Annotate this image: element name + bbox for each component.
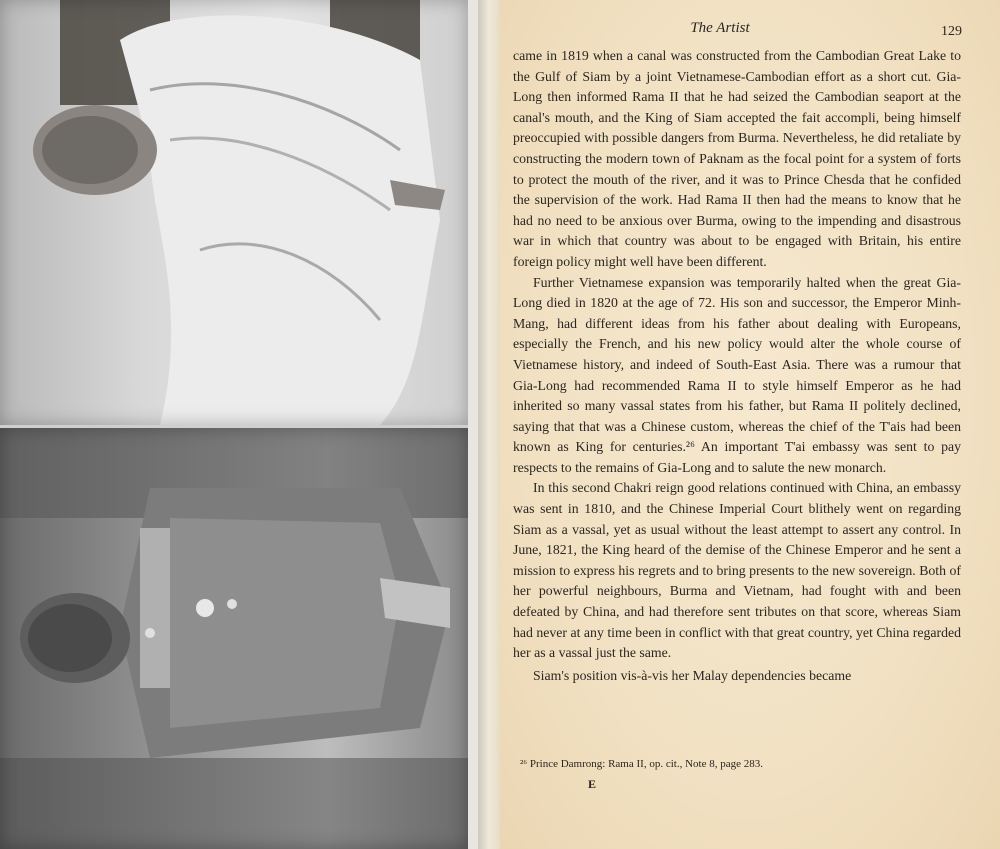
photo-plates-page bbox=[0, 0, 478, 849]
paragraph: Siam's position vis-à-vis her Malay dependencies became bbox=[533, 667, 852, 683]
paragraph: In this second Chakri reign good relations continued with China, an embassy was sent in 1810, and the Chinese Imperial Court blithely went on regarding Siam as a vassal, yet as usual without the least attempt to assert any control. In June, 1821, the King heard of the demise of the Chinese Emperor and he sent a mission to express his regrets and to bring presents to the new sovereign. Both of her powerful neighbours, Burma and Vietnam, had fought with and been defeated by China, and had therefore sent tributes on that score, whereas Siam had never at any time been in conflict with that great country, yet China regarded her as a vassal just the same. bbox=[513, 480, 961, 661]
signature-mark: E bbox=[588, 777, 597, 791]
plate-border-top bbox=[0, 0, 468, 425]
photo-plate-prince bbox=[0, 428, 468, 849]
photo-plate-patriarch bbox=[0, 0, 468, 425]
running-head: The Artist bbox=[690, 20, 750, 36]
paragraph: came in 1819 when a canal was constructed from the Cambodian Great Lake to the Gulf of Siam by a joint Vietnamese-Cambodian effort as a short cut. Gia-Long then informed Rama II that he had seized the Cambodian seaport at the canal's mouth, and the King of Siam accepted the fait accompli, being himself preoccupied with possible dangers from Burma. Nevertheless, he did retaliate by constructing the modern town of Paknam as the focal point for a system of forts to protect the mouth of the river, and it was to Prince Chesda that he confided the supervision of the work. Had Rama II then had the means to know that he had no need to be anxious over Burma, owing to the impending and disastrous war in which that country was about to be engaged with Britain, his entire foreign policy might well have been different. bbox=[513, 48, 961, 269]
book-gutter bbox=[478, 0, 500, 849]
text-page bbox=[500, 0, 1000, 849]
page-number: 129 bbox=[941, 24, 962, 39]
plate-margin bbox=[468, 0, 478, 849]
paragraph: Further Vietnamese expansion was temporarily halted when the great Gia-Long died in 1820 at the age of 72. His son and successor, the Emperor Minh-Mang, had different ideas from his father about dealing with Europeans, especially the French, and his new policy would alter the whole course of Vietnamese history, and indeed of South-East Asia. There was a rumour that Gia-Long had recommended Rama II to style himself Emperor as he had inherited so many vassal states from his father, but Rama II politely declined, saying that that was a Chinese custom, whereas the chief of the T'ais had been known as King for centuries.²⁶ An important T'ai embassy was sent to pay respects to the remains of Gia-Long and to salute the new monarch. bbox=[513, 274, 961, 475]
footnote: ²⁶ Prince Damrong: Rama II, op. cit., Note 8, page 283. bbox=[520, 758, 763, 770]
plate-border-bottom bbox=[0, 428, 468, 849]
body-text bbox=[513, 46, 961, 686]
